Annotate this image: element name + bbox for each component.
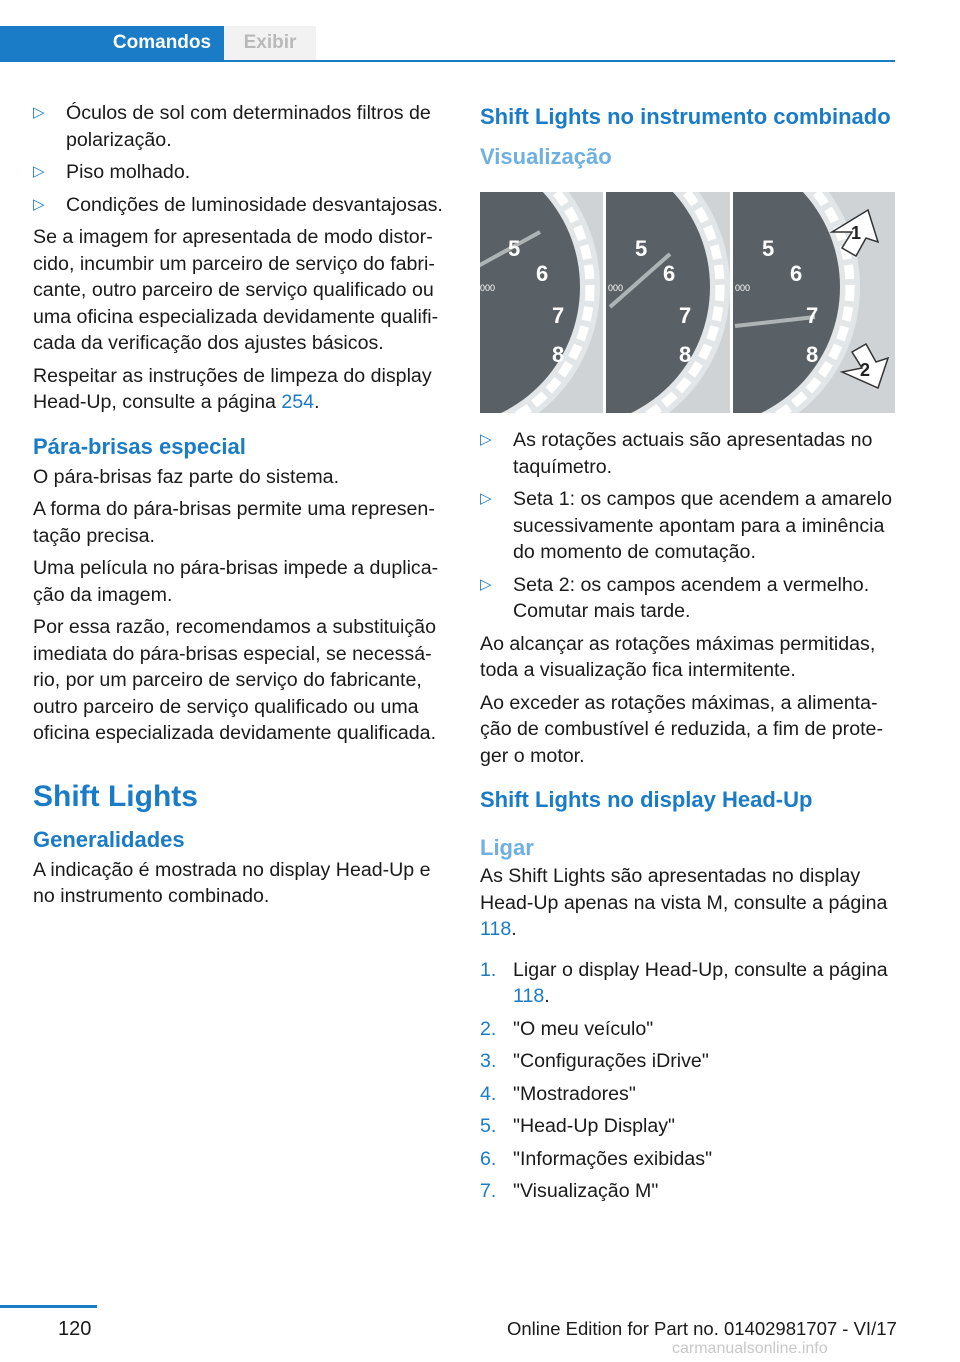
list-item: ▷ As rotações actuais são apresentadas no taquímetro.	[480, 429, 873, 478]
tab-comandos[interactable]: Comandos	[0, 26, 224, 60]
dial-number: 5	[762, 236, 775, 261]
dial-label: 000	[608, 283, 624, 293]
step-number: 6.	[480, 1147, 497, 1170]
list-item: ▷ Seta 2: os campos acendem a vermelho. Comutar mais tarde.	[480, 573, 870, 622]
heading-ligar: Ligar	[480, 835, 534, 860]
step-number: 7.	[480, 1180, 497, 1202]
paragraph: As Shift Lights são apresentadas no display Head-Up apenas na vista M, consulte a página 118.	[480, 865, 888, 940]
dial-number: 7	[806, 303, 819, 328]
list-item: ▷ Seta 1: os campos que acendem a amarelo sucessivamente apontam para a iminência do momento de comutação.	[480, 488, 893, 563]
dial-number: 7	[552, 303, 565, 328]
dial-number: 6	[663, 261, 676, 286]
page-link-118[interactable]: 118	[513, 985, 545, 1007]
dial-number: 8	[552, 342, 565, 367]
step-number: 1.	[480, 958, 497, 981]
triangle-bullet-icon: ▷	[480, 431, 492, 448]
step-number: 3.	[480, 1050, 497, 1072]
list-item: ▷ Óculos de sol com determinados filtros de polarização.	[33, 102, 431, 151]
step-number: 4.	[480, 1082, 497, 1105]
dial-number: 5	[508, 236, 521, 261]
paragraph: Uma película no pára-brisas impede a duplicação da imagem.	[33, 557, 439, 606]
list-item: 7. "Visualização M"	[480, 1178, 896, 1205]
list-item: 5. "Head-Up Display"	[480, 1113, 896, 1140]
paragraph: A indicação é mostrada no display Head-Up e no instrumento combinado.	[33, 858, 431, 907]
triangle-bullet-icon: ▷	[33, 163, 45, 180]
paragraph: Por essa razão, recomendamos a substituição imediata do pára-brisas especial, se necessário, por um parceiro de serviço do fabricante, outro parceiro de serviço qualificado ou uma oficina especializada devidamente qualificada.	[33, 616, 437, 744]
paragraph-cleaning: Respeitar as instruções de limpeza do display Head-Up, consulte a página 254.	[33, 364, 432, 413]
tachometer-illustration	[480, 192, 895, 413]
step-number: 2.	[480, 1017, 497, 1040]
list-item: 6. "Informações exibidas"	[480, 1146, 896, 1173]
heading-visualizacao: Visualização	[480, 144, 612, 169]
footer-edition: Online Edition for Part no. 01402981707 - VI/17	[507, 1318, 897, 1339]
triangle-bullet-icon: ▷	[480, 575, 492, 593]
dial-number: 8	[806, 342, 819, 367]
triangle-bullet-icon: ▷	[33, 104, 45, 121]
paragraph: Ao alcançar as rotações máximas permitidas, toda a visualização fica intermitente.	[480, 632, 876, 681]
tachometer-figure	[480, 192, 895, 413]
paragraph-distortion: Se a imagem for apresentada de modo distorcido, incumbir um parceiro de serviço do fabricante, outro parceiro de serviço qualificado ou uma oficina especializada devidamente qualificada da verificação dos ajustes básicos.	[33, 226, 439, 354]
page-link-254[interactable]: 254	[281, 391, 315, 413]
page-link-118[interactable]: 118	[480, 918, 512, 940]
triangle-bullet-icon: ▷	[33, 195, 45, 213]
page-number: 120	[58, 1318, 92, 1340]
dial-number: 8	[679, 342, 692, 367]
list-item: 3. "Configurações iDrive"	[480, 1048, 896, 1075]
list-item: ▷ Piso molhado.	[33, 159, 445, 186]
page-number-bar	[0, 1305, 97, 1308]
list-item: ▷ Condições de luminosidade desvantajosas.	[33, 192, 445, 219]
watermark: carmanualsonline.info	[672, 1340, 828, 1357]
dial-number: 7	[679, 303, 692, 328]
arrow-label: 1	[851, 223, 862, 243]
list-item: 1. Ligar o display Head-Up, consulte a página 118.	[480, 958, 888, 1007]
heading-instrument-cluster: Shift Lights no instrumento combinado	[480, 104, 891, 129]
dial-number: 6	[790, 261, 803, 286]
paragraph: Ao exceder as rotações máximas, a alimentação de combustível é reduzida, a fim de proteger o motor.	[480, 691, 883, 767]
dial-label: 000	[480, 283, 496, 293]
step-number: 5.	[480, 1115, 497, 1137]
dial-label: 000	[735, 283, 751, 293]
heading-generalidades: Generalidades	[33, 826, 185, 852]
dial-number: 6	[536, 261, 549, 286]
arrow-label: 2	[860, 360, 871, 380]
dial-number: 5	[635, 236, 648, 261]
heading-parabrisas: Pára-brisas especial	[33, 433, 246, 459]
triangle-bullet-icon: ▷	[480, 490, 492, 507]
paragraph: O pára-brisas faz parte do sistema.	[33, 465, 340, 488]
tab-exibir[interactable]: Exibir	[224, 26, 316, 60]
left-column	[33, 100, 445, 916]
list-item: 4. "Mostradores"	[480, 1081, 896, 1108]
list-item: 2. "O meu veículo"	[480, 1016, 896, 1043]
right-column	[480, 100, 896, 1211]
paragraph: A forma do pára-brisas permite uma representação precisa.	[33, 498, 435, 547]
heading-hud: Shift Lights no display Head-Up	[480, 787, 813, 812]
header-tab-bar	[0, 26, 895, 62]
heading-shift-lights: Shift Lights	[33, 779, 198, 813]
